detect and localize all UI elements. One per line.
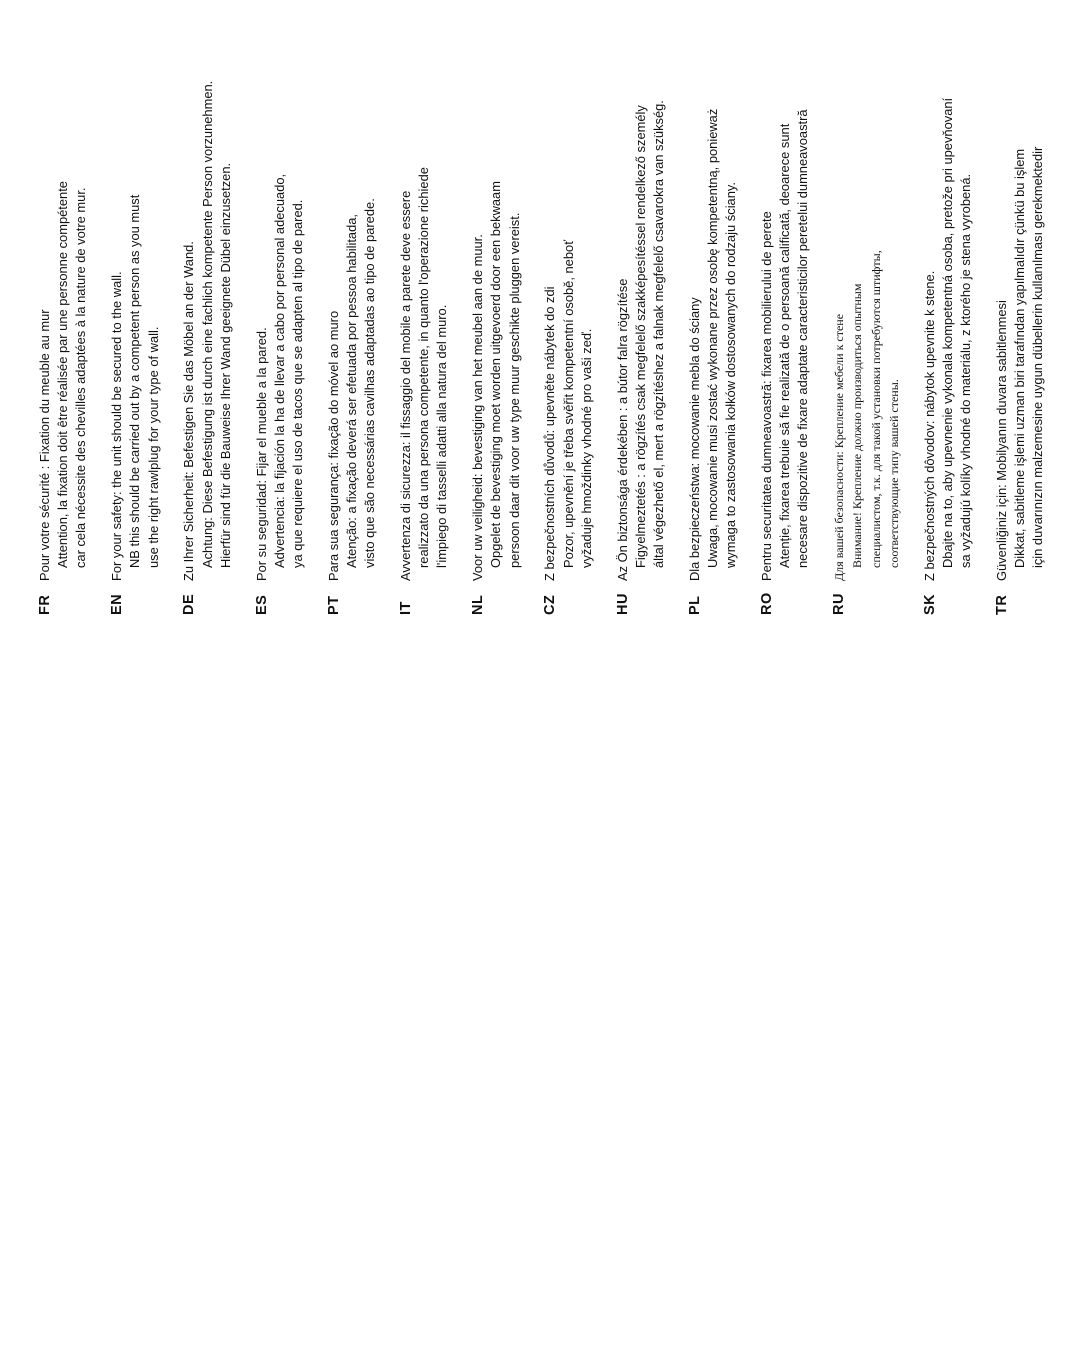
notice-line: visto que são necessárias cavilhas adaptadas ao tipo de parede. <box>362 198 378 568</box>
notice-line: Figyelmeztetés : a rögzítés csak megfelelő szakképesítéssel rendelkező személy <box>632 105 648 568</box>
language-code: IT <box>398 601 415 615</box>
notice-heading: Por su seguridad: Fijar el mueble a la pared. <box>253 327 269 581</box>
notice-line: wymaga to zastosowania kołków dostosowanych do rodzaju ściany. <box>723 182 739 568</box>
notice-heading: Zu Ihrer Sicherheit: Befestigen Sie das Möbel an der Wand. <box>181 241 197 581</box>
language-code: EN <box>109 593 126 615</box>
language-code: TR <box>993 594 1010 615</box>
notice-heading: Pour votre sécurité : Fixation du meuble au mur <box>37 309 52 581</box>
safety-notice-list <box>36 15 1065 615</box>
notice-line: Hierfür sind für die Bauweise Ihrer Wand geeignete Dübel einzusetzen. <box>217 162 233 568</box>
notice-line: Attention, la fixation doit être réalisée par une personne compétente <box>55 181 71 568</box>
notice-line: соответствующие типу вашей стены. <box>886 379 901 568</box>
notice-heading: Z bezpečnostních důvodů: upevněte nábytek do zdi <box>542 286 558 581</box>
notice-line: realizzato da una persona competente, in quanto l'operazione richiede <box>416 167 432 568</box>
language-block-es <box>253 15 308 615</box>
language-code: SK <box>921 593 938 615</box>
notice-line: use the right rawlplug for your type of wall. <box>145 326 161 568</box>
notice-heading: Avvertenza di sicurezza: il fissaggio del mobile a parete deve essere <box>398 190 414 581</box>
notice-line: sa vyžadujú kolíky vhodné do materiálu, z ktorého je stena vyrobená. <box>958 173 974 568</box>
notice-line: Uwaga, mocowanie musi zostać wykonane przez osobę kompetentną, ponieważ <box>705 108 721 568</box>
language-block-en <box>108 15 163 615</box>
language-block-nl <box>469 15 524 615</box>
notice-line: persoon daar dit voor uw type muur geschikte pluggen vereist. <box>506 212 522 568</box>
notice-line: Opgelet de bevestiging moet worden uitgevoerd door een bekwaam <box>488 181 504 568</box>
notice-heading: Az Ön biztonsága érdekében : a bútor falra rögzítése <box>614 278 630 581</box>
language-block-it <box>397 15 452 615</box>
notice-line: necesare dispozitive de fixare adaptate caracteristicilor peretelui dumneavoastră <box>795 109 811 568</box>
language-block-sk <box>921 15 976 615</box>
notice-heading: Pentru securitatea dumneavoastră: fixarea mobilierului de perete <box>759 211 775 581</box>
language-code: HU <box>614 593 631 615</box>
language-code: FR <box>37 594 53 615</box>
notice-line: Dbajte na to, aby upevnenie vykonala kompetentná osoba, pretože pri upevňovaní <box>939 97 955 568</box>
language-block-ro <box>758 15 813 615</box>
language-code: RU <box>831 593 848 615</box>
notice-heading: Güvenliğiniz için: Mobilyanın duvara sabitlenmesi <box>993 300 1009 581</box>
language-code: CZ <box>542 594 559 615</box>
language-block-tr <box>993 15 1048 615</box>
notice-line: l'impiego di tasselli adatti alla natura del muro. <box>434 304 450 568</box>
notice-heading: Voor uw veiligheid: bevestiging van het meubel aan de muur. <box>470 234 486 581</box>
notice-line: vyžaduje hmoždinky vhodné pro vaši zeď. <box>578 328 594 568</box>
language-code: NL <box>470 594 487 615</box>
notice-line: Dikkat, sabitleme işlemi uzman biri tarafından yapılmalıdır çünkü bu işlem <box>1012 148 1028 568</box>
language-block-de <box>180 15 235 615</box>
notice-line: Atenție, fixarea trebuie să fie realizată de o persoană calificată, deoarece sunt <box>777 123 793 568</box>
notice-line: için duvarınızın malzemesine uygun dübellerin kullanılması gerekmektedir <box>1030 146 1046 568</box>
language-code: DE <box>181 593 198 615</box>
notice-line: ya que requiere el uso de tacos que se adapten al tipo de pared. <box>290 199 306 568</box>
language-block-cz <box>541 15 596 615</box>
language-block-ru <box>830 15 903 615</box>
notice-line: Atenção: a fixação deverá ser efetuada por pessoa habilitada, <box>344 213 360 568</box>
notice-line: által végezhető el, mert a rögzítéshez a falnak megfelelő csavarokra van szükség. <box>651 100 667 568</box>
language-code: PT <box>325 595 342 615</box>
notice-line: NB this should be carried out by a competent person as you must <box>127 194 143 568</box>
notice-heading: For your safety: the unit should be secured to the wall. <box>109 271 125 581</box>
language-block-pl <box>686 15 741 615</box>
language-code: PL <box>686 595 703 615</box>
notice-heading: Para sua segurança: fixação do móvel ao muro <box>325 310 341 581</box>
language-code: ES <box>253 594 270 615</box>
notice-heading: Для вашей безопасности: Крепление мебели к стене <box>832 313 847 581</box>
notice-heading: Dla bezpieczeństwa: mocowanie mebla do ściany <box>686 297 702 581</box>
notice-line: специалистом, т.к. для такой установки потребуются штифты, <box>868 250 883 568</box>
notice-line: car cela nécessite des chevilles adaptées à la nature de votre mur. <box>73 187 89 568</box>
notice-line: Pozor, upevnění je třeba svěřit kompetentní osobě, neboť <box>560 239 576 568</box>
language-code: RO <box>759 592 776 615</box>
language-block-pt <box>325 15 380 615</box>
language-block-hu <box>614 15 669 615</box>
notice-line: Внимание! Крепление должно производиться опытным <box>850 283 865 568</box>
notice-line: Achtung: Diese Befestigung ist durch eine fachlich kompetente Person vorzunehmen. <box>199 80 215 568</box>
language-block-fr <box>36 15 91 615</box>
notice-heading: Z bezpečnostných dôvodov: nábytok upevnite k stene. <box>921 270 937 581</box>
notice-line: Advertencia: la fijación la ha de llevar a cabo por personal adecuado, <box>271 173 287 568</box>
